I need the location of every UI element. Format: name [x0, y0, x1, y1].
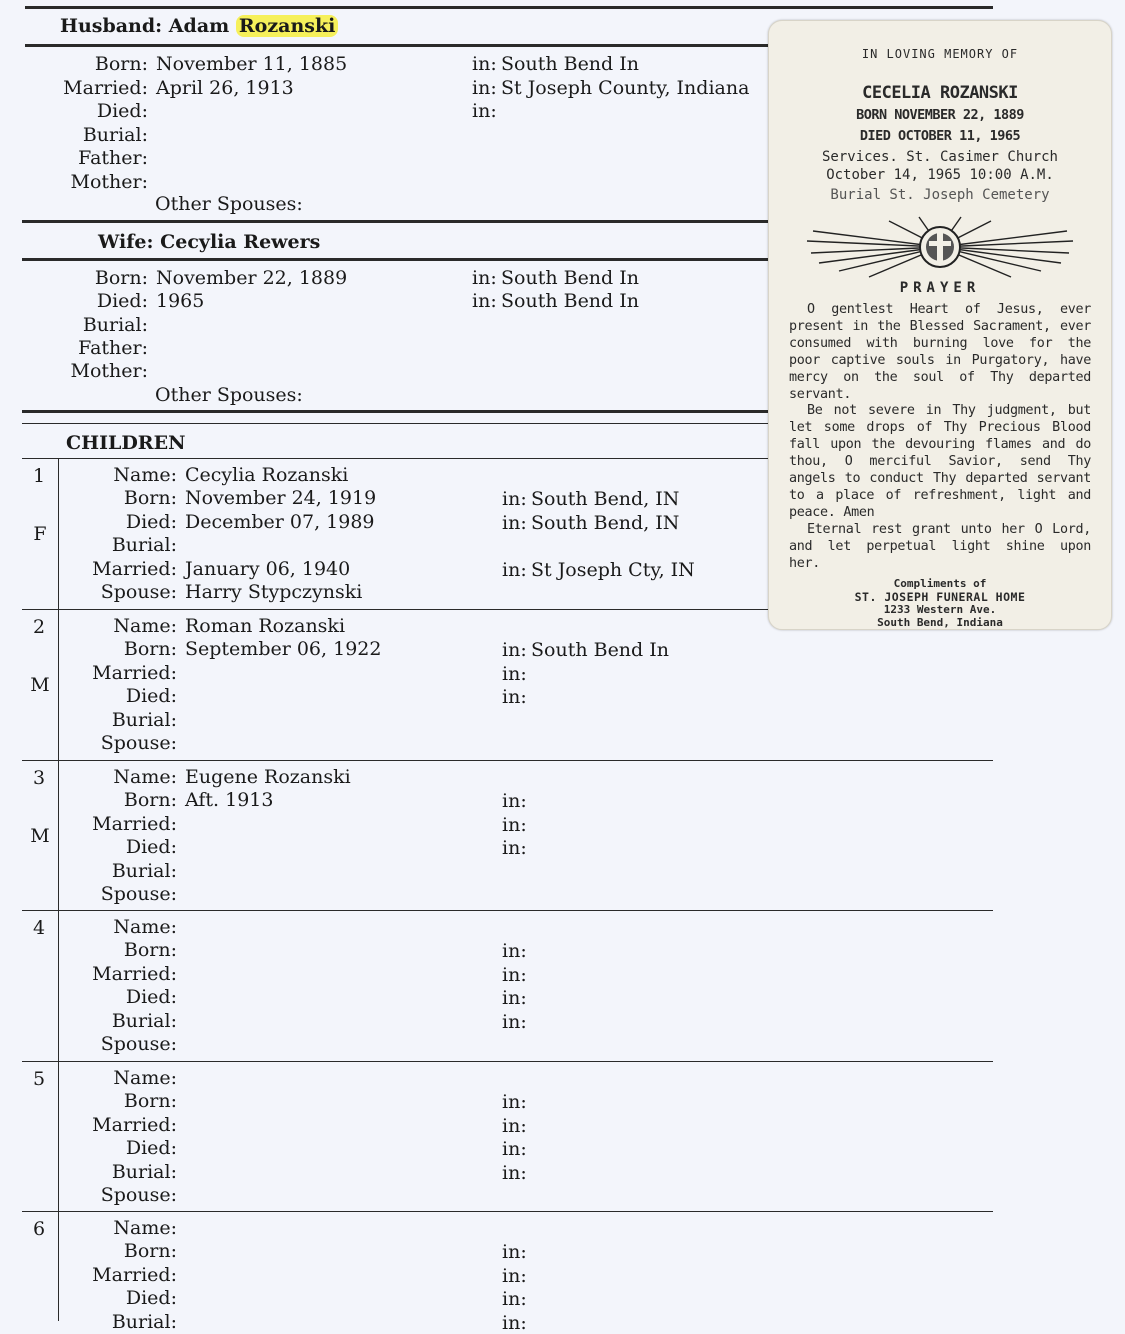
wife-row-in-label: in: [472, 290, 497, 313]
card-burial: Burial St. Joseph Cemetery [830, 187, 1050, 203]
child-row-place: South Bend, IN [531, 511, 680, 534]
child-row-place: South Bend, IN [531, 488, 680, 511]
card-heading: IN LOVING MEMORY OF [861, 47, 1019, 61]
child-row-value: Roman Rozanski [185, 615, 346, 637]
child-row-label: Born: [123, 1240, 177, 1263]
child-row-label: Burial: [111, 1009, 177, 1032]
child-row-in-label: in: [502, 1264, 527, 1287]
wife-row-label: Born: [94, 267, 148, 289]
child-row-in-label: in: [502, 1288, 527, 1311]
child-row-label: Married: [92, 812, 177, 835]
child-row-in-label: in: [502, 1138, 527, 1161]
child-row-in-label: in: [502, 1010, 527, 1033]
child-row-label: Died: [125, 986, 177, 1009]
wife-name: Cecylia Rewers [160, 231, 321, 253]
memorial-prayer-card [768, 20, 1112, 630]
child-row-in-label: in: [502, 511, 527, 534]
card-city: South Bend, Indiana [877, 616, 1003, 629]
children-title: CHILDREN [66, 432, 186, 454]
wife-row-label: Burial: [82, 313, 148, 336]
child-number: 1 [32, 465, 46, 487]
card-prayer-paragraph-1: O gentlest Heart of Jesus, ever present in the Blessed Sacrament, ever consumed with burning love for the poor captive souls in Purgatory, have mercy on the soul of Thy departed servant. [789, 302, 1091, 402]
child-row-label: Died: [125, 685, 177, 708]
child-row-value: December 07, 1989 [185, 510, 375, 533]
wife-row-label: Father: [78, 336, 148, 359]
child-row-value: Harry Stypczynski [185, 581, 363, 603]
child-separator-rule [22, 910, 993, 911]
child-row-label: Burial: [111, 534, 177, 557]
wife-header [98, 231, 320, 253]
child-row-label: Name: [113, 1067, 177, 1089]
wife-row-place: South Bend In [501, 267, 639, 289]
child-row-in-label: in: [502, 662, 527, 685]
husband-row-label: Burial: [82, 123, 148, 146]
child-row-place: South Bend In [531, 639, 669, 662]
card-prayer-title: PRAYER [899, 280, 981, 296]
child-row-label: Burial: [111, 1310, 177, 1333]
husband-row-in-label: in: [472, 76, 497, 99]
card-prayer-text [789, 302, 1091, 573]
child-row-label: Spouse: [100, 1033, 177, 1055]
child-row-in-label: in: [502, 837, 527, 860]
card-prayer-paragraph-3: Eternal rest grant unto her O Lord, and let perpetual light shine upon her. [789, 521, 1091, 571]
child-row-label: Spouse: [100, 581, 177, 603]
child-row-in-label: in: [502, 1311, 527, 1334]
child-row-in-label: in: [502, 813, 527, 836]
child-row-label: Burial: [111, 708, 177, 731]
child-row-in-label: in: [502, 1241, 527, 1264]
child-row-label: Died: [125, 1137, 177, 1160]
wife-row-place: South Bend In [501, 290, 639, 313]
husband-header [60, 15, 338, 37]
child-row-label: Name: [113, 916, 177, 938]
child-row-label: Burial: [111, 1160, 177, 1183]
child-sex: F [33, 523, 47, 545]
card-prayer-paragraph-2: Be not severe in Thy judgment, but let some drops of Thy Precious Blood fall upon the devouring flames and do thou, O merciful Savior, send Thy angels to conduct Thy departed servant to a place of refreshment, light and peace. Amen [789, 403, 1091, 520]
card-died-date: DIED OCTOBER 11, 1965 [859, 128, 1021, 144]
child-row-label: Died: [125, 1287, 177, 1310]
child-separator-rule [22, 1061, 993, 1062]
husband-row-label: Born: [94, 53, 148, 75]
husband-row-label: Married: [63, 76, 148, 99]
child-row-label: Name: [113, 1217, 177, 1239]
child-row-label: Born: [123, 939, 177, 962]
child-row-label: Died: [125, 836, 177, 859]
child-row-label: Spouse: [100, 883, 177, 905]
child-row-label: Spouse: [100, 1184, 177, 1206]
child-row-label: Married: [92, 1113, 177, 1136]
sacred-heart-rays-icon [769, 213, 1111, 283]
child-row-in-label: in: [502, 639, 527, 662]
card-address: 1233 Western Ave. [883, 603, 997, 616]
husband-other-spouses-label: Other Spouses: [155, 193, 303, 215]
child-row-label: Married: [92, 962, 177, 985]
husband-label: Husband: [60, 15, 163, 37]
child-row-in-label: in: [502, 686, 527, 709]
child-row-in-label: in: [502, 790, 527, 813]
child-row-label: Burial: [111, 859, 177, 882]
card-deceased-name: CECELIA ROZANSKI [862, 83, 1018, 103]
child-separator-rule [22, 760, 993, 761]
child-row-label: Born: [123, 789, 177, 812]
child-number: 4 [32, 917, 46, 939]
child-row-label: Name: [113, 464, 177, 486]
wife-label: Wife: [98, 231, 154, 253]
child-row-in-label: in: [502, 1161, 527, 1184]
child-row-in-label: in: [502, 987, 527, 1010]
wife-row-label: Died: [96, 290, 148, 313]
wife-other-spouses-label: Other Spouses: [155, 384, 303, 406]
child-row-value: November 24, 1919 [185, 487, 377, 510]
husband-row-place: St Joseph County, Indiana [501, 76, 750, 99]
child-row-label: Died: [125, 510, 177, 533]
card-compliments: Compliments of [893, 577, 987, 590]
child-row-label: Spouse: [100, 732, 177, 754]
child-row-value: Cecylia Rozanski [185, 464, 349, 486]
wife-row-label: Mother: [70, 360, 148, 383]
child-row-in-label: in: [502, 1091, 527, 1114]
card-services: Services. St. Casimer Church [821, 149, 1058, 165]
husband-surname-highlighted: Rozanski [236, 15, 338, 37]
husband-row-label: Father: [78, 147, 148, 169]
child-number: 5 [32, 1068, 46, 1090]
child-row-value: January 06, 1940 [185, 557, 351, 580]
child-row-label: Name: [113, 766, 177, 788]
child-row-label: Married: [92, 661, 177, 684]
child-row-label: Married: [92, 557, 177, 580]
husband-first-name: Adam [168, 15, 230, 37]
wife-row-in-label: in: [472, 267, 497, 289]
child-row-in-label: in: [502, 940, 527, 963]
husband-row-in-label: in: [472, 53, 497, 75]
child-row-value: September 06, 1922 [185, 638, 382, 661]
top-rule [25, 6, 993, 9]
card-funeral-home: ST. JOSEPH FUNERAL HOME [854, 590, 1026, 604]
child-row-in-label: in: [502, 963, 527, 986]
child-row-in-label: in: [502, 1114, 527, 1137]
husband-row-value: April 26, 1913 [156, 76, 294, 99]
child-row-label: Born: [123, 638, 177, 661]
husband-row-label: Mother: [70, 170, 148, 193]
child-row-label: Born: [123, 487, 177, 510]
wife-row-value: 1965 [156, 290, 205, 313]
wife-row-value: November 22, 1889 [156, 267, 348, 289]
husband-row-in-label: in: [472, 100, 497, 122]
child-row-in-label: in: [502, 488, 527, 511]
child-number: 3 [32, 767, 46, 789]
child-separator-rule [22, 1211, 993, 1212]
child-sex: M [30, 825, 50, 847]
husband-row-label: Died: [96, 100, 148, 122]
card-born-date: BORN NOVEMBER 22, 1889 [856, 107, 1024, 123]
child-row-place: St Joseph Cty, IN [531, 558, 695, 581]
husband-row-place: South Bend In [501, 53, 639, 75]
husband-row-value: November 11, 1885 [156, 53, 348, 75]
child-row-label: Name: [113, 615, 177, 637]
child-row-label: Born: [123, 1090, 177, 1113]
child-number: 6 [32, 1218, 46, 1240]
card-service-time: October 14, 1965 10:00 A.M. [826, 167, 1054, 183]
child-row-label: Married: [92, 1263, 177, 1286]
child-sex: M [30, 674, 50, 696]
child-separator-rule [22, 458, 768, 459]
child-row-value: Eugene Rozanski [185, 766, 351, 788]
child-number: 2 [32, 616, 46, 638]
child-row-value: Aft. 1913 [185, 789, 274, 812]
child-row-in-label: in: [502, 558, 527, 581]
